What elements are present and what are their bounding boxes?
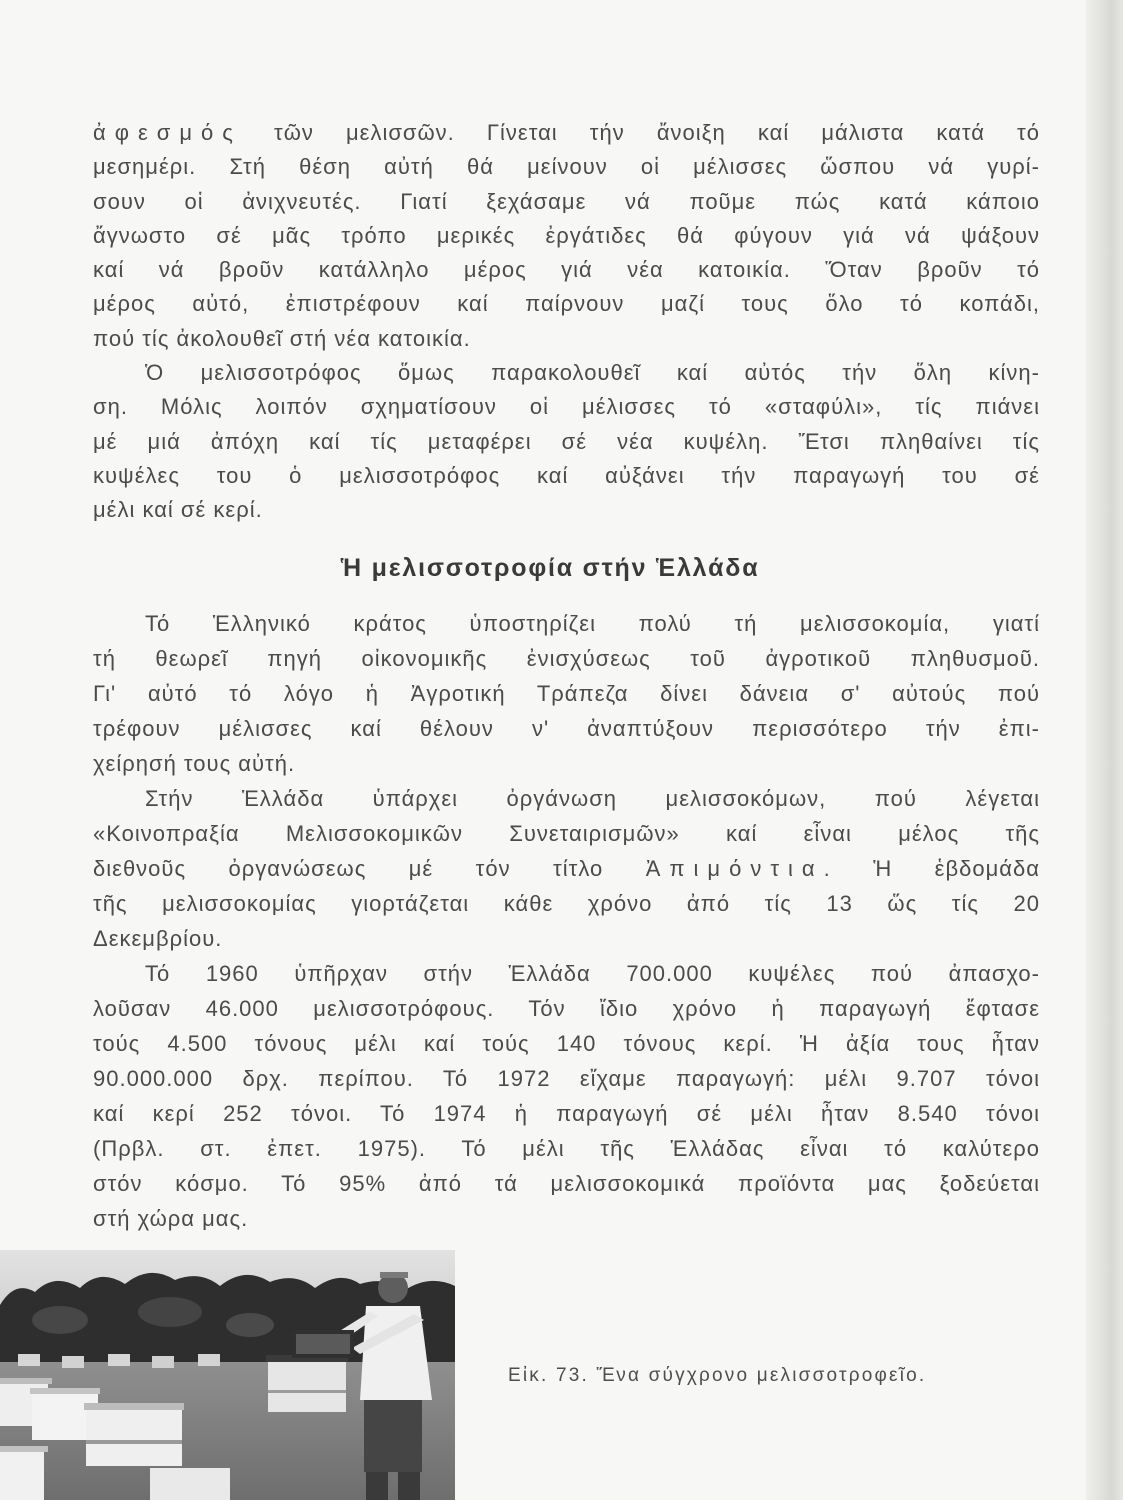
figure-caption: Εἰκ. 73. Ἕνα σύγχρονο μελισσοτροφεῖο. bbox=[508, 1365, 927, 1386]
foliage bbox=[138, 1297, 202, 1327]
text-line: Γι' αὐτό τό λόγο ἡ Ἀγροτική Τράπεζα δίνει δάνεια σ' αὐτούς πού bbox=[93, 681, 1040, 706]
text-line: καί κερί 252 τόνοι. Τό 1974 ἡ παραγωγή σέ μέλι ἦταν 8.540 τόνοι bbox=[93, 1101, 1040, 1126]
text-line: Τό Ἑλληνικό κράτος ὑποστηρίζει πολύ τή μελισσοκομία, γιατί bbox=[145, 611, 1040, 636]
page-binding-edge bbox=[1086, 0, 1123, 1500]
text-line: τή θεωρεῖ πηγή οἰκονομικῆς ἐνισχύσεως τοῦ ἀγροτικοῦ πληθυσμοῦ. bbox=[93, 646, 1040, 671]
lower-text-block bbox=[93, 606, 1040, 1236]
hive-near-beekeeper bbox=[266, 1355, 348, 1412]
apiary-photo bbox=[0, 1250, 455, 1500]
section-heading: Ἡ μελισσοτροφία στήν Ἑλλάδα bbox=[340, 554, 760, 582]
text-line: σουν οἱ ἀνιχνευτές. Γιατί ξεχάσαμε νά ποῦμε πώς κατά κάποιο bbox=[93, 188, 1040, 214]
line-text: διεθνοῦς ὀργανώσεως μέ τόν τίτλο bbox=[93, 856, 604, 881]
text-line: πού τίς ἀκολουθεῖ στή νέα κατοικία. bbox=[93, 325, 471, 351]
emphasized-term: ἀφεσμός bbox=[93, 120, 242, 145]
text-line: Στήν Ἑλλάδα ὑπάρχει ὀργάνωση μελισσοκόμων, πού λέγεται bbox=[145, 786, 1040, 811]
text-line: 90.000.000 δρχ. περίπου. Τό 1972 εἴχαμε παραγωγή: μέλι 9.707 τόνοι bbox=[93, 1066, 1040, 1091]
text-line: μέ μιά ἀπόχη καί τίς μεταφέρει σέ νέα κυψέλη. Ἔτσι πληθαίνει τίς bbox=[93, 428, 1040, 454]
text-line: ἄγνωστο σέ μᾶς τρόπο μερικές ἐργάτιδες θά φύγουν γιά νά ψάξουν bbox=[93, 222, 1040, 248]
text-line: μέλι καί σέ κερί. bbox=[93, 497, 263, 523]
text-line: χείρησή τους αὐτή. bbox=[93, 751, 296, 776]
text-line: Ὁ μελισσοτρόφος ὅμως παρακολουθεῖ καί αὐτός τήν ὅλη κίνη- bbox=[145, 360, 1040, 386]
line-text: τῶν μελισσῶν. Γίνεται τήν ἄνοιξη καί μάλιστα κατά τό bbox=[274, 120, 1040, 145]
upper-text-block bbox=[93, 116, 1040, 528]
text-line bbox=[93, 851, 1040, 886]
text-line: τῆς μελισσοκομίας γιορτάζεται κάθε χρόνο ἀπό τίς 13 ὥς τίς 20 bbox=[93, 891, 1040, 916]
text-line: ση. Μόλις λοιπόν σχηματίσουν οἱ μέλισσες τό «σταφύλι», τίς πιάνει bbox=[93, 394, 1040, 420]
text-line: στόν κόσμο. Τό 95% ἀπό τά μελισσοκομικά προϊόντα μας ξοδεύεται bbox=[93, 1171, 1040, 1196]
text-line: «Κοινοπραξία Μελισσοκομικῶν Συνεταιρισμῶν» καί εἶναι μέλος τῆς bbox=[93, 821, 1040, 846]
text-line: κυψέλες του ὁ μελισσοτρόφος καί αὐξάνει τήν παραγωγή του σέ bbox=[93, 462, 1040, 488]
text-line: τούς 4.500 τόνους μέλι καί τούς 140 τόνους κερί. Ἡ ἀξία τους ἦταν bbox=[93, 1031, 1040, 1056]
foliage bbox=[226, 1313, 274, 1337]
text-line: τρέφουν μέλισσες καί θέλουν ν' ἀναπτύξουν περισσότερο τήν ἐπι- bbox=[93, 716, 1040, 741]
text-line: καί νά βροῦν κατάλληλο μέρος γιά νέα κατοικία. Ὅταν βροῦν τό bbox=[93, 257, 1040, 283]
foliage bbox=[32, 1306, 88, 1334]
line-text: . Ἡ ἑβδομάδα bbox=[823, 856, 1040, 881]
text-line: (Πρβλ. στ. ἐπετ. 1975). Τό μέλι τῆς Ἑλλάδας εἶναι τό καλύτερο bbox=[93, 1136, 1040, 1161]
text-line: μεσημέρι. Στή θέση αὐτή θά μείνουν οἱ μέλισσες ὥσπου νά γυρί- bbox=[93, 154, 1040, 180]
text-line: μέρος αὐτό, ἐπιστρέφουν καί παίρνουν μαζί τους ὅλο τό κοπάδι, bbox=[93, 291, 1040, 317]
text-line: Δεκεμβρίου. bbox=[93, 926, 223, 951]
text-line bbox=[93, 116, 1040, 150]
text-line: Τό 1960 ὑπῆρχαν στήν Ἑλλάδα 700.000 κυψέλες πού ἀπασχο- bbox=[145, 961, 1040, 986]
emphasized-term: Ἀπιμόντια bbox=[645, 856, 824, 881]
text-line: στή χώρα μας. bbox=[93, 1206, 249, 1231]
text-line: λοῦσαν 46.000 μελισσοτρόφους. Τόν ἴδιο χρόνο ἡ παραγωγή ἔφτασε bbox=[93, 996, 1040, 1021]
